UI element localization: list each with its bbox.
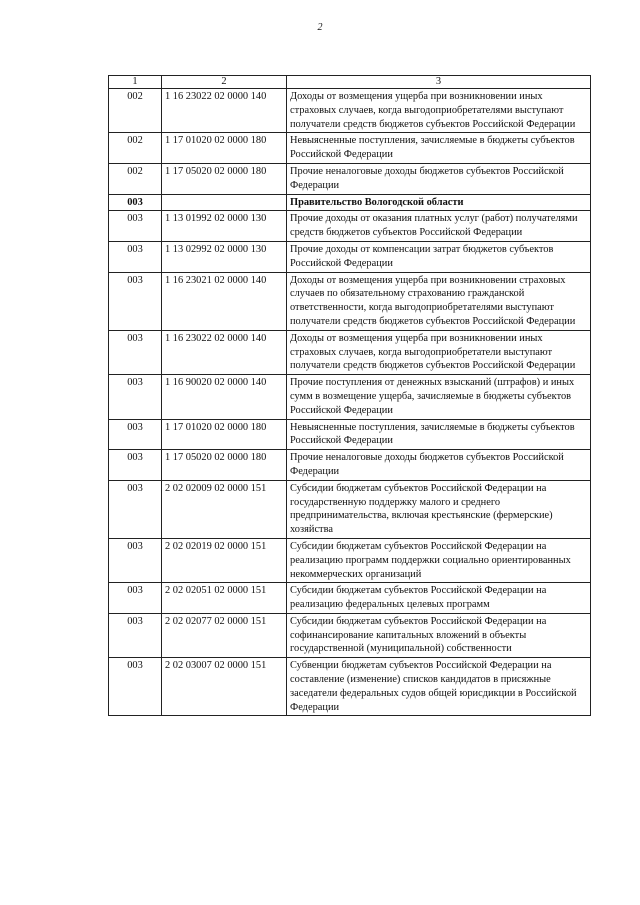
budget-code-cell: 1 13 01992 02 0000 130	[162, 211, 287, 242]
revenue-name-cell: Правительство Вологодской области	[287, 194, 591, 211]
revenue-name-cell: Доходы от возмещения ущерба при возникновении иных страховых случаев, когда выгодоприобретатели выступают получатели средств бюджетов субъектов Российской Федерации	[287, 330, 591, 374]
budget-code-cell: 1 16 90020 02 0000 140	[162, 375, 287, 419]
budget-code-cell: 1 16 23021 02 0000 140	[162, 272, 287, 330]
admin-code-cell: 002	[109, 89, 162, 133]
table-header-row	[109, 76, 591, 89]
admin-code-cell: 003	[109, 613, 162, 657]
table-row	[109, 163, 591, 194]
admin-code-cell: 003	[109, 658, 162, 716]
revenue-name-cell: Субсидии бюджетам субъектов Российской Федерации на софинансирование капитальных вложений в объекты государственной (муниципальной) собственности	[287, 613, 591, 657]
revenue-name-cell: Субсидии бюджетам субъектов Российской Федерации на государственную поддержку малого и среднего предпринимательства, включая крестьянские (фермерские) хозяйства	[287, 480, 591, 538]
admin-code-cell: 003	[109, 538, 162, 582]
budget-code-cell: 2 02 02009 02 0000 151	[162, 480, 287, 538]
admin-code-cell: 003	[109, 419, 162, 450]
table-row	[109, 89, 591, 133]
admin-code-cell: 003	[109, 241, 162, 272]
revenue-name-cell: Невыясненные поступления, зачисляемые в бюджеты субъектов Российской Федерации	[287, 419, 591, 450]
revenue-name-cell: Невыясненные поступления, зачисляемые в бюджеты субъектов Российской Федерации	[287, 133, 591, 164]
admin-code-cell: 002	[109, 163, 162, 194]
budget-code-cell: 2 02 02051 02 0000 151	[162, 583, 287, 614]
table-row	[109, 211, 591, 242]
revenue-name-cell: Субсидии бюджетам субъектов Российской Федерации на реализацию программ поддержки социально ориентированных некоммерческих организаций	[287, 538, 591, 582]
admin-code-cell: 003	[109, 194, 162, 211]
admin-code-cell: 003	[109, 583, 162, 614]
revenue-name-cell: Прочие доходы от оказания платных услуг (работ) получателями средств бюджетов субъектов Российской Федерации	[287, 211, 591, 242]
table-row	[109, 272, 591, 330]
admin-code-cell: 003	[109, 211, 162, 242]
revenue-name-cell: Субвенции бюджетам субъектов Российской Федерации на составление (изменение) списков кандидатов в присяжные заседатели федеральных судов общей юрисдикции в Российской Федерации	[287, 658, 591, 716]
revenue-table	[108, 75, 591, 716]
table-row	[109, 330, 591, 374]
table-row	[109, 450, 591, 481]
table-row	[109, 480, 591, 538]
revenue-name-cell: Прочие неналоговые доходы бюджетов субъектов Российской Федерации	[287, 450, 591, 481]
revenue-name-cell: Доходы от возмещения ущерба при возникновении страховых случаев по обязательному страхованию гражданской ответственности, когда выгодоприобретателями выступают получатели средств бюджетов субъектов Российской Федерации	[287, 272, 591, 330]
revenue-name-cell: Доходы от возмещения ущерба при возникновении иных страховых случаев, когда выгодоприобретателями выступают получатели средств бюджетов субъектов Российской Федерации	[287, 89, 591, 133]
revenue-name-cell: Прочие неналоговые доходы бюджетов субъектов Российской Федерации	[287, 163, 591, 194]
budget-code-cell: 1 17 05020 02 0000 180	[162, 450, 287, 481]
revenue-name-cell: Прочие доходы от компенсации затрат бюджетов субъектов Российской Федерации	[287, 241, 591, 272]
header-col-2: 2	[162, 76, 287, 89]
revenue-name-cell: Субсидии бюджетам субъектов Российской Федерации на реализацию федеральных целевых программ	[287, 583, 591, 614]
admin-code-cell: 003	[109, 330, 162, 374]
table-row	[109, 658, 591, 716]
table-row	[109, 375, 591, 419]
admin-code-cell: 003	[109, 272, 162, 330]
header-col-1: 1	[109, 76, 162, 89]
table-row	[109, 538, 591, 582]
budget-code-cell: 1 16 23022 02 0000 140	[162, 330, 287, 374]
table-row	[109, 613, 591, 657]
table-row	[109, 133, 591, 164]
revenue-name-cell: Прочие поступления от денежных взысканий (штрафов) и иных сумм в возмещение ущерба, зачисляемые в бюджеты субъектов Российской Федерации	[287, 375, 591, 419]
admin-code-cell: 003	[109, 375, 162, 419]
admin-code-cell: 003	[109, 480, 162, 538]
budget-code-cell: 2 02 02019 02 0000 151	[162, 538, 287, 582]
budget-code-cell: 2 02 03007 02 0000 151	[162, 658, 287, 716]
admin-code-cell: 003	[109, 450, 162, 481]
budget-code-cell: 1 13 02992 02 0000 130	[162, 241, 287, 272]
page-number: 2	[317, 22, 323, 33]
table-row	[109, 419, 591, 450]
budget-code-cell	[162, 194, 287, 211]
budget-code-cell: 2 02 02077 02 0000 151	[162, 613, 287, 657]
budget-code-cell: 1 16 23022 02 0000 140	[162, 89, 287, 133]
table-row	[109, 241, 591, 272]
admin-code-cell: 002	[109, 133, 162, 164]
budget-code-cell: 1 17 01020 02 0000 180	[162, 419, 287, 450]
table-row	[109, 194, 591, 211]
table-row	[109, 583, 591, 614]
budget-code-cell: 1 17 05020 02 0000 180	[162, 163, 287, 194]
header-col-3: 3	[287, 76, 591, 89]
budget-code-cell: 1 17 01020 02 0000 180	[162, 133, 287, 164]
